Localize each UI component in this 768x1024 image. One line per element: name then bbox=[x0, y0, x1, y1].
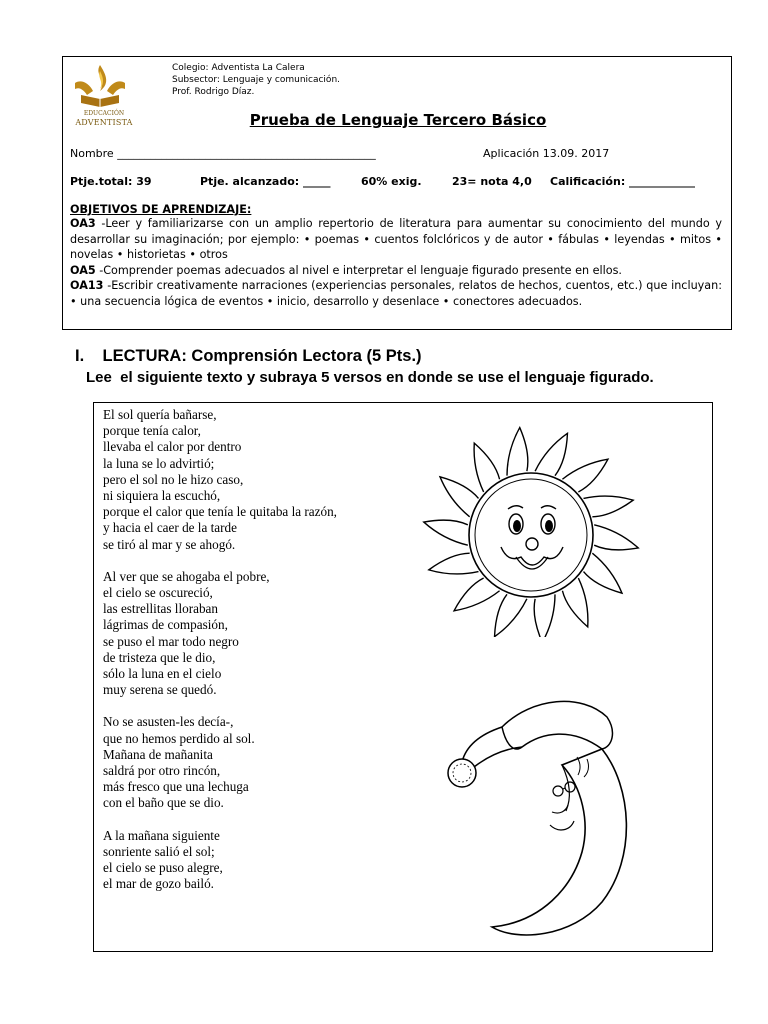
sun-ray bbox=[429, 553, 479, 574]
poem-verse: que no hemos perdido al sol. bbox=[103, 730, 255, 746]
poem-verse: A la mañana siguiente bbox=[103, 827, 220, 843]
objective-text: -Leer y familiarizarse con un amplio repertorio de literatura para aumentar su conocimiento del mundo y desarrollar su imaginación; por ejemplo: • poemas • cuentos folclóricos y de autor • fábulas • leyendas • mitos • novelas • historietas • otros bbox=[70, 217, 722, 261]
test-title-text: Prueba de Lenguaje Tercero Básico bbox=[249, 111, 547, 129]
school-name: Colegio: Adventista La Calera bbox=[172, 63, 305, 73]
objectives-heading: OBJETIVOS DE APRENDIZAJE: bbox=[70, 203, 252, 216]
poem-stanza bbox=[103, 569, 337, 699]
objective-code: OA3 bbox=[70, 217, 96, 230]
sun-ray bbox=[535, 433, 567, 475]
grade-scale: 23= nota 4,0 bbox=[452, 175, 532, 188]
header-box bbox=[62, 56, 732, 330]
poem-verse: el cielo se oscureció, bbox=[103, 585, 213, 601]
logo-line-1: EDUCACIÓN bbox=[83, 110, 125, 117]
test-title bbox=[63, 111, 733, 129]
sun-ray bbox=[440, 477, 478, 517]
requirement: 60% exig. bbox=[361, 175, 422, 188]
poem-verse: más fresco que una lechuga bbox=[103, 779, 249, 795]
sun-ray bbox=[424, 520, 468, 545]
poem-verse: se puso el mar todo negro bbox=[103, 633, 239, 649]
name-field: Nombre _______________________________________________ bbox=[70, 147, 376, 160]
section-heading: I. LECTURA: Comprensión Lectora (5 Pts.) bbox=[75, 347, 422, 365]
learning-objectives bbox=[70, 203, 722, 309]
score-total: Ptje.total: 39 bbox=[70, 175, 152, 188]
poem-verse: las estrellitas lloraban bbox=[103, 601, 218, 617]
poem-verse: muy serena se quedó. bbox=[103, 682, 217, 698]
sun-ray bbox=[584, 553, 622, 593]
poem-verse: sólo la luna en el cielo bbox=[103, 666, 222, 682]
section-instructions: Lee el siguiente texto y subraya 5 versos en donde se use el lenguaje figurado. bbox=[86, 369, 654, 386]
poem-verse: El sol quería bañarse, bbox=[103, 407, 217, 422]
flame-book-icon bbox=[67, 61, 133, 111]
objective-oa5 bbox=[70, 263, 722, 279]
objective-code: OA5 bbox=[70, 263, 96, 277]
subject-name: Subsector: Lenguaje y comunicación. bbox=[172, 75, 341, 85]
teacher-name: Prof. Rodrigo Díaz. bbox=[172, 87, 255, 97]
poem-verse: porque el calor que tenía le quitaba la razón, bbox=[103, 504, 337, 520]
poem-verse: pero el sol no le hizo caso, bbox=[103, 471, 244, 487]
objective-oa13 bbox=[70, 278, 722, 309]
sun-ray bbox=[584, 496, 634, 517]
objective-text: -Escribir creativamente narraciones (experiencias personales, relatos de hechos, cuentos, etc.) que incluyan: • una secuencia lógica de eventos • inicio, desarrollo y desenlace • conectores adecuados. bbox=[70, 279, 722, 308]
sun-ray bbox=[495, 594, 527, 636]
poem-verse: con el baño que se dio. bbox=[103, 795, 224, 811]
poem-verse: de tristeza que le dio, bbox=[103, 649, 216, 665]
poem-verse: llevaba el calor por dentro bbox=[103, 439, 242, 455]
poem bbox=[103, 407, 337, 908]
poem-stanza bbox=[103, 714, 337, 811]
poem-stanza bbox=[103, 828, 337, 893]
poem-verse: lágrimas de compasión, bbox=[103, 617, 228, 633]
logo-line-2: ADVENTISTA bbox=[75, 118, 133, 127]
poem-verse: saldrá por otro rincón, bbox=[103, 763, 221, 779]
poem-verse: porque tenía calor, bbox=[103, 423, 201, 439]
qualification-field: Calificación: ____________ bbox=[550, 175, 696, 188]
sun-ray bbox=[534, 594, 555, 637]
poem-verse: el cielo se puso alegre, bbox=[103, 860, 223, 876]
smiling-sun-illustration bbox=[416, 407, 646, 637]
poem-verse: y hacia el caer de la tarde bbox=[103, 520, 237, 536]
school-info bbox=[172, 62, 340, 98]
sun-ray bbox=[594, 525, 638, 550]
sun-ray bbox=[507, 428, 528, 476]
poem-verse: sonriente salió el sol; bbox=[103, 843, 215, 859]
score-achieved: Ptje. alcanzado: _____ bbox=[200, 175, 331, 188]
poem-verse: el mar de gozo bailó. bbox=[103, 876, 214, 892]
poem-stanza bbox=[103, 407, 337, 553]
sleeping-moon-illustration bbox=[432, 687, 642, 949]
poem-verse: la luna se lo advirtió; bbox=[103, 455, 215, 471]
poem-verse: se tiró al mar y se ahogó. bbox=[103, 536, 236, 552]
objective-text: -Comprender poemas adecuados al nivel e interpretar el lenguaje figurado presente en ellos. bbox=[95, 263, 622, 277]
application-date: Aplicación 13.09. 2017 bbox=[483, 147, 610, 160]
objective-oa3 bbox=[70, 216, 722, 263]
poem-verse: No se asusten-les decía-, bbox=[103, 714, 234, 730]
objective-code: OA13 bbox=[70, 279, 104, 292]
poem-verse: ni siquiera la escuchó, bbox=[103, 488, 221, 504]
poem-verse: Al ver que se ahogaba el pobre, bbox=[103, 568, 270, 584]
poem-verse: Mañana de mañanita bbox=[103, 746, 213, 762]
poem-box bbox=[93, 402, 713, 952]
